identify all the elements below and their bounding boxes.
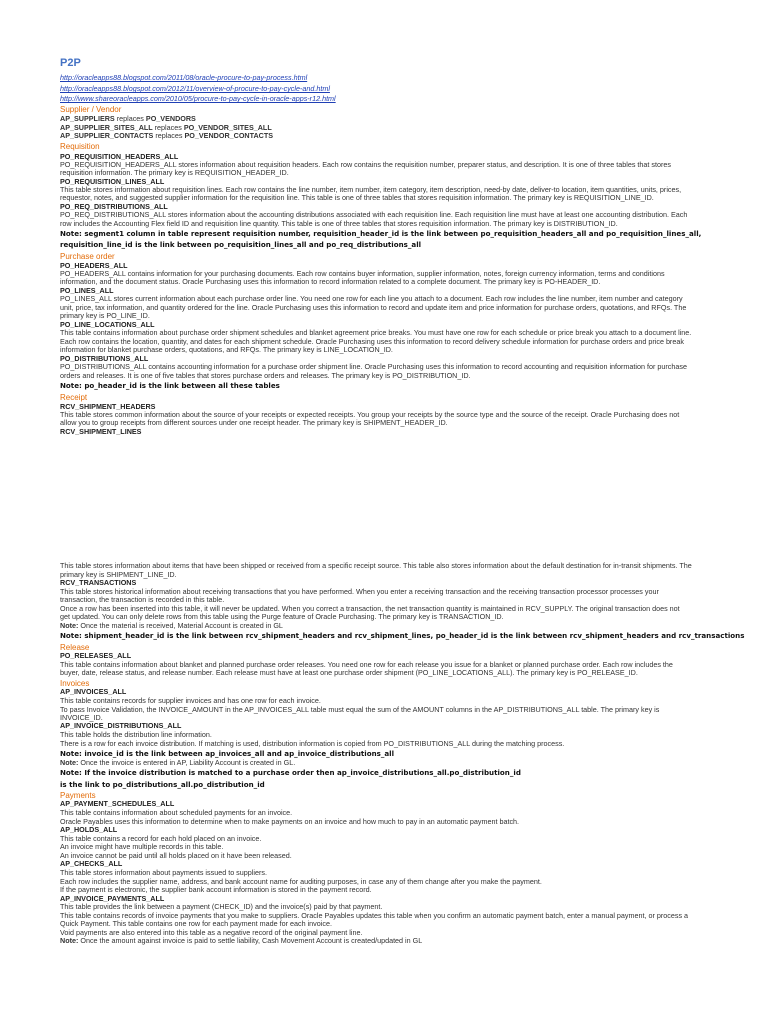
note-line bbox=[60, 622, 283, 630]
table-title: PO_LINES_ALL bbox=[60, 286, 114, 295]
note-line: Note: po_header_id is the link between all these tables bbox=[60, 381, 280, 390]
paragraph-line: row includes the Accounting Flex field ID and requisition line quantity. This table is one of three tables that stores requisition information. The primary key is DISTRIBUTION_ID. bbox=[60, 219, 618, 228]
paragraph-line: PO_LINES_ALL stores current information about each purchase order line. You need one row for each line you attach to a document. Each row includes the line number, item number and category bbox=[60, 294, 683, 303]
note-line: requisition_line_id is the link between po_requisition_lines_all and po_req_distributions_all bbox=[60, 240, 422, 249]
table-name: AP_SUPPLIERS bbox=[60, 114, 115, 123]
note-label: Note: bbox=[60, 621, 79, 630]
text: replaces bbox=[114, 114, 146, 123]
paragraph-line: This table stores information about items that have been shipped or received from a specific receipt source. This table also stores information about the default destination for in-transit shipments. The bbox=[60, 561, 692, 570]
section-heading-supplier: Supplier / Vendor bbox=[60, 105, 122, 114]
document-title: P2P bbox=[60, 57, 81, 69]
note-text: Once the amount against invoice is paid to settle liability, Cash Movement Account is created/updated in GL bbox=[78, 936, 423, 945]
table-title: AP_PAYMENT_SCHEDULES_ALL bbox=[60, 799, 175, 808]
paragraph-line: allow you to group receipts from different sources under one receipt header. The primary key is SHIPMENT_HEADER_ID. bbox=[60, 418, 448, 427]
paragraph-line: An invoice cannot be paid until all holds placed on it have been released. bbox=[60, 851, 292, 860]
paragraph-line: Each row contains the location, quantity, and dates for each shipment schedule. Oracle Purchasing uses this information to record delivery schedule information for purchase orders and price break bbox=[60, 337, 684, 346]
table-name: PO_VENDOR_CONTACTS bbox=[184, 131, 274, 140]
table-title: RCV_SHIPMENT_LINES bbox=[60, 427, 142, 436]
table-title: RCV_SHIPMENT_HEADERS bbox=[60, 402, 156, 411]
table-title: PO_REQUISITION_HEADERS_ALL bbox=[60, 152, 179, 161]
paragraph-line: This table stores information about requisition lines. Each row contains the line number, item number, item category, item description, need-by date, deliver-to location, item quantities, units, prices, bbox=[60, 185, 682, 194]
paragraph-line: Quick Payment. This table contains one row for each payment made for each invoice. bbox=[60, 919, 332, 928]
table-title: AP_INVOICE_DISTRIBUTIONS_ALL bbox=[60, 721, 182, 730]
note-line: Note: invoice_id is the link between ap_invoices_all and ap_invoice_distributions_all bbox=[60, 749, 395, 758]
paragraph-line: INVOICE_ID. bbox=[60, 713, 103, 722]
reference-link-2[interactable]: http://oracleapps88.blogspot.com/2012/11/overview-of-procure-to-pay-cycle-and.html bbox=[60, 84, 330, 93]
table-title: AP_INVOICES_ALL bbox=[60, 687, 127, 696]
note-label: Note: bbox=[60, 936, 79, 945]
table-title: PO_RELEASES_ALL bbox=[60, 651, 132, 660]
paragraph-line: This table contains records for supplier invoices and has one row for each invoice. bbox=[60, 696, 321, 705]
paragraph-line: PO_REQUISITION_HEADERS_ALL stores information about requisition headers. Each row contains the requisition number, preparer status, and description. It is one of three tables that stores bbox=[60, 160, 671, 169]
paragraph-line: PO_HEADERS_ALL contains information for your purchasing documents. Each row contains buyer information, supplier information, notes, foreign currency information, terms and conditions bbox=[60, 269, 665, 278]
paragraph-line: If the payment is electronic, the supplier bank account information is stored in the payment record. bbox=[60, 885, 372, 894]
table-title: PO_REQUISITION_LINES_ALL bbox=[60, 177, 165, 186]
note-line: Note: If the invoice distribution is matched to a purchase order then ap_invoice_distributions_all.po_distribution_id bbox=[60, 768, 521, 777]
paragraph-line: Once a row has been inserted into this table, it will never be updated. When you correct a transaction, the net transaction quantity is maintained in RCV_SUPPLY. The original transaction does not bbox=[60, 604, 680, 613]
paragraph-line: PO_DISTRIBUTIONS_ALL contains accounting information for a purchase order shipment line. Oracle Purchasing uses this information to record accounting and requisition information for purchase bbox=[60, 362, 687, 371]
table-title: RCV_TRANSACTIONS bbox=[60, 578, 137, 587]
section-heading-invoices: Invoices bbox=[60, 679, 90, 688]
reference-link-3[interactable]: http://www.shareoracleapps.com/2010/05/procure-to-pay-cycle-in-oracle-apps-r12.html bbox=[60, 94, 336, 103]
section-heading-receipt: Receipt bbox=[60, 393, 88, 402]
table-title: PO_DISTRIBUTIONS_ALL bbox=[60, 354, 149, 363]
paragraph-line: transaction, the transaction is recorded in this table. bbox=[60, 595, 225, 604]
paragraph-line: This table stores common information about the source of your receipts or expected receipts. You group your receipts by the source type and the source of the receipt. Oracle Purchasing does not bbox=[60, 410, 680, 419]
table-title: PO_HEADERS_ALL bbox=[60, 261, 128, 270]
supplier-line-1 bbox=[60, 115, 196, 123]
paragraph-line: Each row includes the supplier name, address, and bank account name for auditing purposes, in case any of them change after you make the payment. bbox=[60, 877, 542, 886]
paragraph-line: This table contains a record for each hold placed on an invoice. bbox=[60, 834, 262, 843]
note-line: Note: segment1 column in table represent requisition number, requisition_header_id is the link between po_requisition_headers_all and po_requisition_lines_all, bbox=[60, 229, 702, 238]
text: replaces bbox=[152, 123, 184, 132]
paragraph-line: This table holds the distribution line information. bbox=[60, 730, 212, 739]
note-line: Note: shipment_header_id is the link between rcv_shipment_headers and rcv_shipment_lines, po_header_id is the link between rcv_shipment_headers and rcv_transactions bbox=[60, 631, 745, 640]
paragraph-line: information for blanket purchase orders, quotations, and RFQs. The primary key is LINE_LOCATION_ID. bbox=[60, 345, 393, 354]
table-title: AP_CHECKS_ALL bbox=[60, 859, 123, 868]
paragraph-line: requisition information. The primary key is REQUISITION_HEADER_ID. bbox=[60, 168, 289, 177]
table-name: PO_VENDOR_SITES_ALL bbox=[183, 123, 272, 132]
note-label: Note: bbox=[60, 758, 79, 767]
paragraph-line: There is a row for each invoice distribution. If matching is used, distribution information is copied from PO_DISTRIBUTIONS_ALL during the matching process. bbox=[60, 739, 565, 748]
table-name: AP_SUPPLIER_SITES_ALL bbox=[60, 123, 153, 132]
paragraph-line: unit, price, tax information, and quantity ordered for the line. Oracle Purchasing uses this information to record and update item and price information for purchase orders, quotations, and RFQs. The bbox=[60, 303, 687, 312]
paragraph-line: primary key is SHIPMENT_LINE_ID. bbox=[60, 570, 177, 579]
paragraph-line: This table stores information about payments issued to suppliers. bbox=[60, 868, 267, 877]
section-heading-release: Release bbox=[60, 643, 90, 652]
paragraph-line: An invoice might have multiple records in this table. bbox=[60, 842, 224, 851]
paragraph-line: requestor, notes, and suggested supplier information for the requisition line. This table is one of three tables that stores requisition information. The primary key is REQUISITION_LINE_ID. bbox=[60, 193, 654, 202]
section-heading-requisition: Requisition bbox=[60, 142, 100, 151]
paragraph-line: PO_REQ_DISTRIBUTIONS_ALL stores information about the accounting distributions associated with each requisition line. Each requisition line must have at least one accounting distribution. Each bbox=[60, 210, 688, 219]
note-text: Once the material is received, Material Account is created in GL bbox=[78, 621, 283, 630]
note-line: is the link to po_distributions_all.po_distribution_id bbox=[60, 780, 265, 789]
paragraph-line: This table contains information about scheduled payments for an invoice. bbox=[60, 808, 293, 817]
paragraph-line: orders and releases. It is one of five tables that stores purchase orders and releases. The primary key is PO_DISTRIBUTION_ID. bbox=[60, 371, 471, 380]
section-heading-payments: Payments bbox=[60, 791, 96, 800]
table-title: PO_REQ_DISTRIBUTIONS_ALL bbox=[60, 202, 168, 211]
paragraph-line: This table contains information about blanket and planned purchase order releases. You need one row for each release you issue for a blanket or planned purchase order. Each row includes the bbox=[60, 660, 673, 669]
table-name: AP_SUPPLIER_CONTACTS bbox=[60, 131, 154, 140]
paragraph-line: Void payments are also entered into this table as a negative record of the original payment line. bbox=[60, 928, 363, 937]
paragraph-line: primary key is PO_LINE_ID. bbox=[60, 311, 150, 320]
paragraph-line: get updated. You can only delete rows from this table using the Purge feature of Oracle Purchasing. The primary key is TRANSACTION_ID. bbox=[60, 612, 504, 621]
note-line bbox=[60, 937, 422, 945]
reference-link-1[interactable]: http://oracleapps88.blogspot.com/2011/08/oracle-procure-to-pay-process.html bbox=[60, 73, 308, 82]
paragraph-line: information, and the document status. Oracle Purchasing uses this information to record information related to a complete document. The primary key is PO-HEADER_ID. bbox=[60, 277, 601, 286]
paragraph-line: buyer, date, release status, and release number. Each release must have at least one purchase order shipment (PO_LINE_LOCATIONS_ALL). The primary key is PO_RELEASE_ID. bbox=[60, 668, 638, 677]
note-text: Once the invoice is entered in AP, Liability Account is created in GL. bbox=[78, 758, 296, 767]
table-title: AP_HOLDS_ALL bbox=[60, 825, 118, 834]
paragraph-line: This table stores historical information about receiving transactions that you have performed. When you enter a receiving transaction and the receiving transaction processor processes your bbox=[60, 587, 659, 596]
section-heading-purchase-order: Purchase order bbox=[60, 252, 115, 261]
paragraph-line: This table provides the link between a payment (CHECK_ID) and the invoice(s) paid by that payment. bbox=[60, 902, 383, 911]
table-name: PO_VENDORS bbox=[145, 114, 196, 123]
supplier-line-3 bbox=[60, 132, 273, 140]
table-title: PO_LINE_LOCATIONS_ALL bbox=[60, 320, 155, 329]
paragraph-line: Oracle Payables uses this information to determine when to make payments on an invoice and how much to pay in an automatic payment batch. bbox=[60, 817, 520, 826]
paragraph-line: This table contains records of invoice payments that you make to suppliers. Oracle Payables updates this table when you confirm an automatic payment batch, enter a manual payment, or process a bbox=[60, 911, 689, 920]
note-line bbox=[60, 759, 295, 767]
table-title: AP_INVOICE_PAYMENTS_ALL bbox=[60, 894, 165, 903]
paragraph-line: This table contains information about purchase order shipment schedules and blanket agreement price breaks. You must have one row for each schedule or price break you attach to a document line. bbox=[60, 328, 692, 337]
paragraph-line: To pass Invoice Validation, the INVOICE_AMOUNT in the AP_INVOICES_ALL table must equal the sum of the AMOUNT columns in the AP_DISTRIBUTIONS_ALL table. The primary key is bbox=[60, 705, 660, 714]
text: replaces bbox=[153, 131, 185, 140]
